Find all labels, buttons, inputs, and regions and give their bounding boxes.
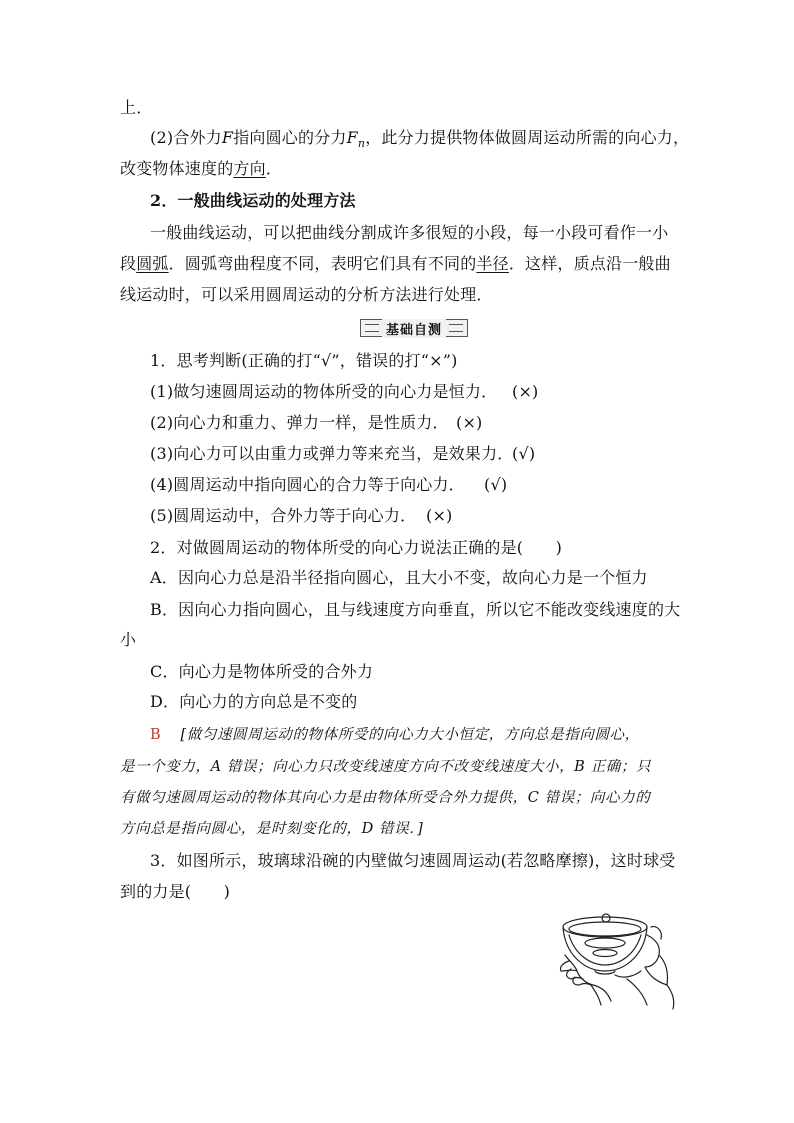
text-span: 段 [120,254,137,273]
underlined-answer: 圆弧 [136,254,169,273]
bowl-and-hands-figure [555,905,680,1010]
text-line [120,254,794,274]
question-text: 1．思考判断(正确的打“√”，错误的打“×”) [150,351,458,370]
text-span: 改变物体速度的 [120,159,234,178]
text-span: 指向圆心的分力 [233,128,347,147]
explanation-text: 是一个变力，A 错误；向心力只改变线速度方向不改变线速度大小，B 正确；只 [120,759,652,775]
judgement-item [150,475,794,495]
section-title: 基础自测 [382,319,446,338]
option-text: A．因向心力总是沿半径指向圆心，且大小不变，故向心力是一个恒力 [150,568,648,587]
answer-explanation [150,725,794,745]
text-span: ．圆弧弯曲程度不同，表明它们具有不同的 [168,254,477,273]
question-text: 3．如图所示，玻璃球沿碗的内壁做匀速圆周运动(若忽略摩擦)，这时球受 [150,851,676,870]
answer-explanation [120,757,794,777]
judgement-item [150,382,794,402]
answer-explanation [120,819,794,839]
item-text: (1)做匀速圆周运动的物体所受的向心力是恒力． [150,382,498,401]
underlined-answer: 半径 [476,254,509,273]
glass-ball [602,914,610,922]
option-b-continued [120,630,794,650]
judgement-mark: (×) [456,413,483,432]
explanation-text: 有做匀速圆周运动的物体其向心力是由物体所受合外力提供，C 错误；向心力的 [120,790,651,806]
question-text: 到的力是( ) [120,882,231,901]
answer-letter: B [150,727,162,743]
question-stem [150,538,794,558]
option-c [150,662,794,682]
option-text: 小 [120,630,137,649]
answer-explanation [120,788,794,808]
section-title-box [360,319,468,337]
judgement-mark: (×) [512,382,539,401]
judgement-item [150,444,794,464]
text-span: 线运动时，可以采用圆周运动的分析方法进行处理． [120,285,493,304]
judgement-mark: (√) [484,475,508,494]
option-b [150,600,794,620]
text-line [150,128,794,154]
symbol-Fn: F [346,128,358,147]
text-span: 上． [120,98,153,117]
text-line [120,285,794,305]
underlined-answer: 方向 [233,159,266,178]
subscript-n: n [357,137,366,150]
text-span: ． [265,159,283,178]
question-stem [120,882,794,902]
text-span: ．这样，质点沿一般曲 [508,254,671,273]
item-text: (3)向心力可以由重力或弹力等来充当，是效果力． [150,444,514,463]
text-span: ，此分力提供物体做圆周运动所需的向心力， [365,128,690,147]
text-span: (2)合外力 [150,128,222,147]
subheading [150,191,794,211]
bowl-rim [563,917,647,937]
option-d [150,692,794,712]
text-line [120,98,794,118]
item-text: (4)圆周运动中指向圆心的合力等于向心力． [150,475,465,494]
question-stem [150,851,794,871]
explanation-text: 方向总是指向圆心，是时刻变化的，D 错误．] [120,821,424,837]
symbol-F: F [221,128,234,147]
question-stem [150,351,794,371]
option-a [150,568,794,588]
subheading-text: 2．一般曲线运动的处理方法 [150,191,356,210]
judgement-mark: (×) [426,506,453,525]
judgement-item [150,506,794,526]
text-span: 一般曲线运动，可以把曲线分割成许多很短的小段，每一小段可看作一小 [150,223,669,242]
text-line [150,223,794,243]
text-line [120,159,794,179]
option-text: C．向心力是物体所受的合外力 [150,662,374,681]
item-text: (5)圆周运动中，合外力等于向心力． [150,506,417,525]
item-text: (2)向心力和重力、弹力一样，是性质力． [150,413,449,432]
question-text: 2．对做圆周运动的物体所受的向心力说法正确的是( ) [150,538,563,557]
option-text: B．因向心力指向圆心，且与线速度方向垂直，所以它不能改变线速度的大 [150,600,681,619]
option-text: D．向心力的方向总是不变的 [150,692,358,711]
explanation-text: [做匀速圆周运动的物体所受的向心力大小恒定，方向总是指向圆心， [180,727,640,743]
judgement-item [150,413,794,433]
judgement-mark: (√) [512,444,536,463]
